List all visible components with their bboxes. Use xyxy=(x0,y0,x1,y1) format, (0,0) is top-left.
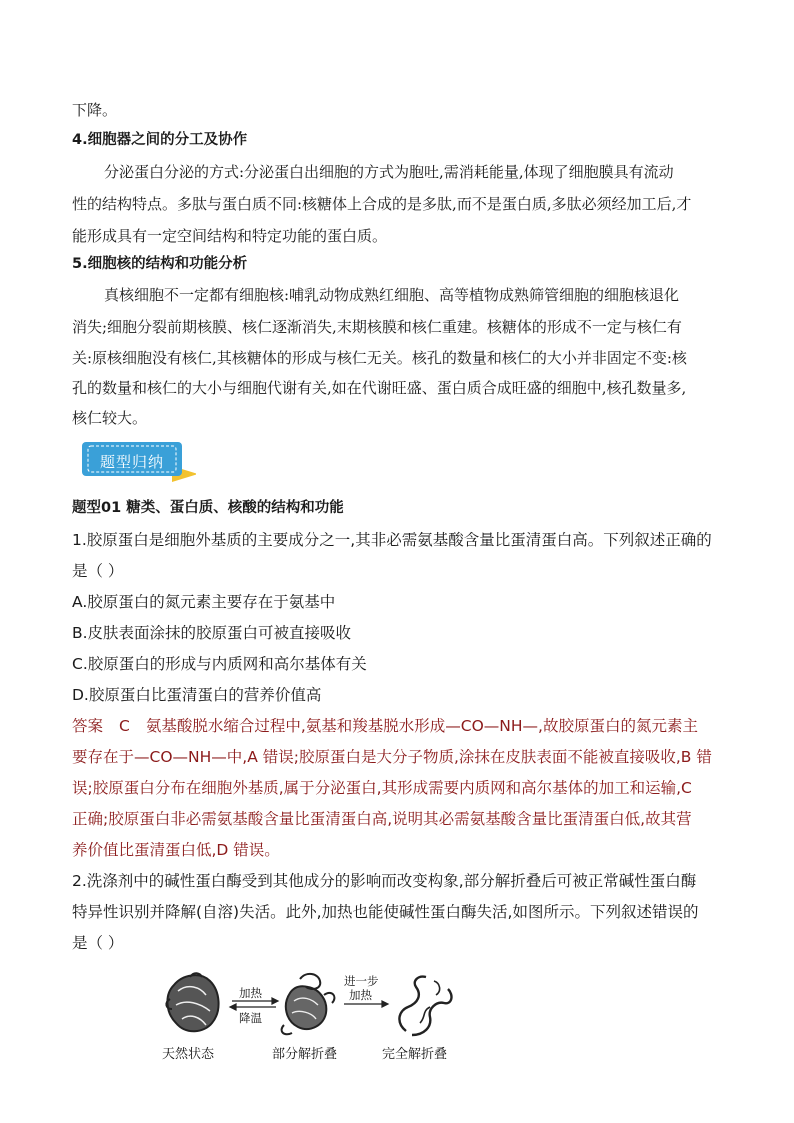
option-b: B.皮肤表面涂抹的胶原蛋白可被直接吸收 xyxy=(72,624,352,642)
caption-partial-unfolding: 部分解折叠 xyxy=(272,1047,338,1062)
question-2-stem: 是（ ） xyxy=(72,934,124,952)
option-d: D.胶原蛋白比蛋清蛋白的营养价值高 xyxy=(72,686,322,704)
answer-explanation: 正确;胶原蛋白非必需氨基酸含量比蛋清蛋白高,说明其必需氨基酸含量比蛋清蛋白低,故其营 xyxy=(72,810,692,828)
answer-explanation: 要存在于—CO—NH—中,A 错误;胶原蛋白是大分子物质,涂抹在皮肤表面不能被直接吸收,B 错 xyxy=(72,748,712,766)
question-1-stem: 1.胶原蛋白是细胞外基质的主要成分之一,其非必需氨基酸含量比蛋清蛋白高。下列叙述正确的 xyxy=(72,531,712,549)
protein-unfolding-figure xyxy=(160,965,460,1065)
text-line: 下降。 xyxy=(72,101,118,119)
caption-full-unfolding: 完全解折叠 xyxy=(382,1047,448,1062)
text-line: 消失;细胞分裂前期核膜、核仁逐渐消失,末期核膜和核仁重建。核糖体的形成不一定与核仁有 xyxy=(72,318,682,336)
figure-graphic xyxy=(160,965,460,1045)
heading-organelle-cooperation: 4.细胞器之间的分工及协作 xyxy=(72,132,248,148)
question-2-stem: 2.洗涤剂中的碱性蛋白酶受到其他成分的影响而改变构象,部分解折叠后可被正常碱性蛋白酶 xyxy=(72,872,697,890)
banner-label: 题型归纳 xyxy=(100,453,165,471)
heading-nucleus-analysis: 5.细胞核的结构和功能分析 xyxy=(72,256,248,272)
text-line: 真核细胞不一定都有细胞核:哺乳动物成熟红细胞、高等植物成熟筛管细胞的细胞核退化 xyxy=(104,286,680,304)
section-banner xyxy=(80,440,196,482)
section-title: 题型01 糖类、蛋白质、核酸的结构和功能 xyxy=(72,500,344,516)
native-protein-icon xyxy=(166,973,218,1031)
question-2-stem: 特异性识别并降解(自溶)失活。此外,加热也能使碱性蛋白酶失活,如图所示。下列叙述错误的 xyxy=(72,903,699,921)
text-line: 分泌蛋白分泌的方式:分泌蛋白出细胞的方式为胞吐,需消耗能量,体现了细胞膜具有流动 xyxy=(104,163,674,181)
arrow1-top-label: 加热 xyxy=(239,986,262,1000)
text-line: 关:原核细胞没有核仁,其核糖体的形成与核仁无关。核孔的数量和核仁的大小并非固定不变:核 xyxy=(72,349,687,367)
text-line: 性的结构特点。多肽与蛋白质不同:核糖体上合成的是多肽,而不是蛋白质,多肽必须经加工后,才 xyxy=(72,195,692,213)
option-a: A.胶原蛋白的氮元素主要存在于氨基中 xyxy=(72,593,336,611)
answer-explanation: 误;胶原蛋白分布在细胞外基质,属于分泌蛋白,其形成需要内质网和高尔基体的加工和运输,C xyxy=(72,779,692,797)
answer-letter: C xyxy=(119,717,130,735)
caption-native-state: 天然状态 xyxy=(162,1047,215,1062)
text-line: 孔的数量和核仁的大小与细胞代谢有关,如在代谢旺盛、蛋白质合成旺盛的细胞中,核孔数量多, xyxy=(72,379,687,397)
answer-explanation: 养价值比蛋清蛋白低,D 错误。 xyxy=(72,841,280,859)
text-line: 能形成具有一定空间结构和特定功能的蛋白质。 xyxy=(72,227,388,245)
text-line: 核仁较大。 xyxy=(72,409,148,427)
option-c: C.胶原蛋白的形成与内质网和高尔基体有关 xyxy=(72,655,367,673)
partially-unfolded-protein-icon xyxy=(282,974,335,1034)
fully-unfolded-protein-icon xyxy=(399,977,451,1035)
arrow2-top-label: 进一步 xyxy=(344,974,379,988)
answer-tag: 答案 xyxy=(72,717,104,735)
answer-explanation: 氨基酸脱水缩合过程中,氨基和羧基脱水形成—CO—NH—,故胶原蛋白的氮元素主 xyxy=(145,717,698,735)
arrow1-bottom-label: 降温 xyxy=(239,1011,262,1025)
answer-line xyxy=(72,716,698,736)
question-1-stem: 是（ ） xyxy=(72,562,124,580)
arrow2-bottom-label: 加热 xyxy=(349,988,372,1002)
